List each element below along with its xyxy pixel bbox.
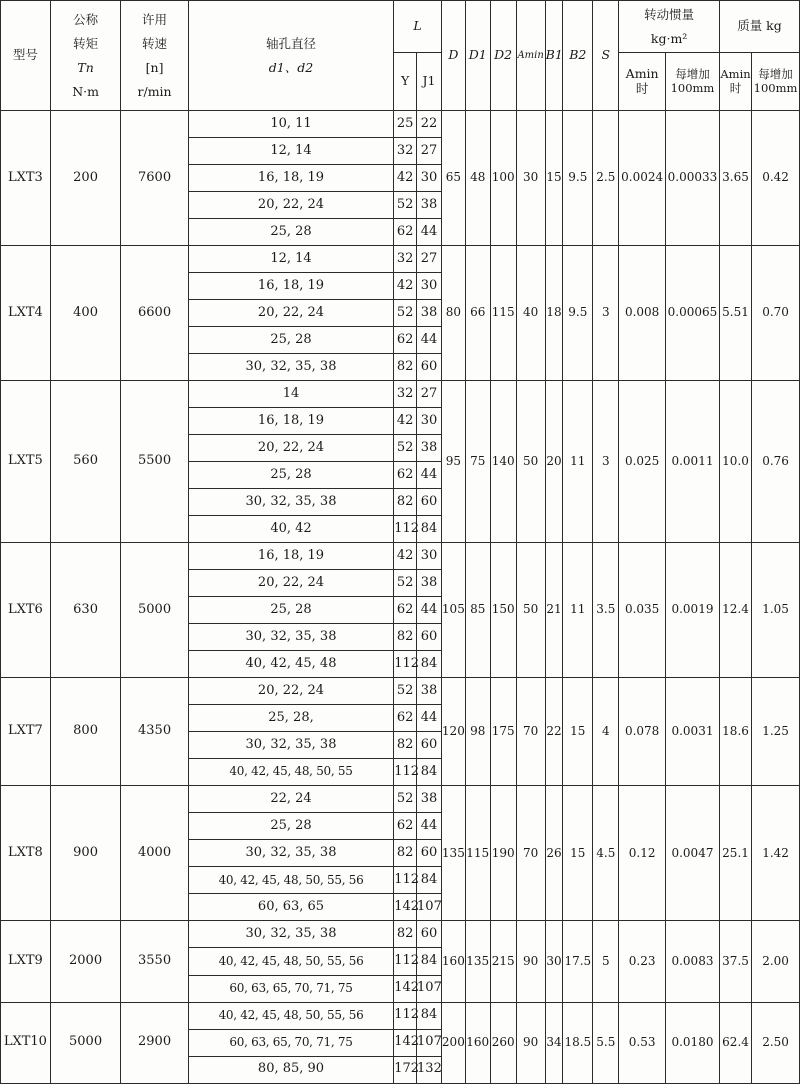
model-cell: LXT6 xyxy=(1,543,51,678)
header-bore: 轴孔直径 d1、d2 xyxy=(188,1,393,111)
bore-cell: 25, 28, xyxy=(188,705,393,732)
torque-cell: 200 xyxy=(50,111,121,246)
inertia-per100-cell: 0.0011 xyxy=(665,381,719,543)
length-y-cell: 32 xyxy=(394,381,417,408)
bore-cell: 20, 22, 24 xyxy=(188,435,393,462)
length-j1-cell: 84 xyxy=(417,867,442,894)
length-j1-cell: 84 xyxy=(417,1002,442,1029)
length-j1-cell: 44 xyxy=(417,462,442,489)
bore-cell: 30, 32, 35, 38 xyxy=(188,840,393,867)
length-y-cell: 42 xyxy=(394,273,417,300)
bore-cell: 60, 63, 65, 70, 71, 75 xyxy=(188,1029,393,1056)
length-j1-cell: 84 xyxy=(417,948,442,975)
dim-B1-cell: 21 xyxy=(545,543,563,678)
dim-D-cell: 65 xyxy=(441,111,465,246)
length-y-cell: 52 xyxy=(394,678,417,705)
inertia-per100-cell: 0.0019 xyxy=(665,543,719,678)
table-row xyxy=(1,381,800,408)
length-y-cell: 52 xyxy=(394,570,417,597)
length-j1-cell: 44 xyxy=(417,327,442,354)
bore-cell: 40, 42 xyxy=(188,516,393,543)
mass-per100-cell: 1.42 xyxy=(752,786,800,921)
speed-cell: 2900 xyxy=(121,1002,188,1083)
dim-Amin-cell: 70 xyxy=(516,786,545,921)
dim-Amin-cell: 90 xyxy=(516,1002,545,1083)
mass-amin-cell: 62.4 xyxy=(719,1002,751,1083)
length-y-cell: 62 xyxy=(394,705,417,732)
header-speed: 许用 转速 [n] r/min xyxy=(121,1,188,111)
length-y-cell: 112 xyxy=(394,948,417,975)
inertia-amin-cell: 0.23 xyxy=(619,921,666,1002)
length-j1-cell: 60 xyxy=(417,489,442,516)
bore-cell: 25, 28 xyxy=(188,219,393,246)
dim-D1-cell: 75 xyxy=(465,381,490,543)
length-y-cell: 82 xyxy=(394,489,417,516)
speed-cell: 4000 xyxy=(121,786,188,921)
dim-D1-cell: 85 xyxy=(465,543,490,678)
length-y-cell: 62 xyxy=(394,327,417,354)
mass-amin-cell: 25.1 xyxy=(719,786,751,921)
bore-cell: 16, 18, 19 xyxy=(188,165,393,192)
table-row xyxy=(1,543,800,570)
length-y-cell: 112 xyxy=(394,516,417,543)
bore-cell: 20, 22, 24 xyxy=(188,678,393,705)
dim-D-cell: 95 xyxy=(441,381,465,543)
dim-S-cell: 3 xyxy=(593,246,619,381)
dim-B2-cell: 11 xyxy=(563,543,593,678)
model-cell: LXT9 xyxy=(1,921,51,1002)
length-y-cell: 32 xyxy=(394,138,417,165)
length-j1-cell: 30 xyxy=(417,165,442,192)
inertia-amin-cell: 0.078 xyxy=(619,678,666,786)
model-cell: LXT4 xyxy=(1,246,51,381)
dim-D-cell: 80 xyxy=(441,246,465,381)
torque-cell: 5000 xyxy=(50,1002,121,1083)
bore-cell: 12, 14 xyxy=(188,138,393,165)
length-j1-cell: 60 xyxy=(417,624,442,651)
bore-cell: 40, 42, 45, 48, 50, 55, 56 xyxy=(188,1002,393,1029)
length-j1-cell: 107 xyxy=(417,1029,442,1056)
bore-cell: 30, 32, 35, 38 xyxy=(188,732,393,759)
length-j1-cell: 44 xyxy=(417,219,442,246)
dim-B2-cell: 9.5 xyxy=(563,111,593,246)
mass-per100-cell: 0.76 xyxy=(752,381,800,543)
bore-cell: 22, 24 xyxy=(188,786,393,813)
inertia-amin-cell: 0.53 xyxy=(619,1002,666,1083)
inertia-amin-cell: 0.12 xyxy=(619,786,666,921)
length-y-cell: 112 xyxy=(394,1002,417,1029)
speed-cell: 7600 xyxy=(121,111,188,246)
dim-S-cell: 5 xyxy=(593,921,619,1002)
length-y-cell: 52 xyxy=(394,435,417,462)
dim-Amin-cell: 50 xyxy=(516,381,545,543)
length-j1-cell: 38 xyxy=(417,435,442,462)
dim-D1-cell: 98 xyxy=(465,678,490,786)
dim-D-cell: 120 xyxy=(441,678,465,786)
mass-amin-cell: 10.0 xyxy=(719,381,751,543)
speed-cell: 5000 xyxy=(121,543,188,678)
bore-cell: 25, 28 xyxy=(188,327,393,354)
bore-cell: 40, 42, 45, 48 xyxy=(188,651,393,678)
bore-cell: 16, 18, 19 xyxy=(188,543,393,570)
mass-per100-cell: 2.50 xyxy=(752,1002,800,1083)
length-y-cell: 82 xyxy=(394,840,417,867)
header-S: S xyxy=(593,1,619,111)
inertia-amin-cell: 0.035 xyxy=(619,543,666,678)
length-j1-cell: 60 xyxy=(417,921,442,948)
inertia-amin-cell: 0.025 xyxy=(619,381,666,543)
length-j1-cell: 44 xyxy=(417,705,442,732)
inertia-per100-cell: 0.00065 xyxy=(665,246,719,381)
inertia-per100-cell: 0.0031 xyxy=(665,678,719,786)
dim-B1-cell: 34 xyxy=(545,1002,563,1083)
length-j1-cell: 30 xyxy=(417,408,442,435)
speed-cell: 3550 xyxy=(121,921,188,1002)
length-j1-cell: 38 xyxy=(417,570,442,597)
header-D: D xyxy=(441,1,465,111)
table-body xyxy=(1,111,800,1084)
inertia-amin-cell: 0.0024 xyxy=(619,111,666,246)
length-y-cell: 62 xyxy=(394,462,417,489)
dim-B2-cell: 9.5 xyxy=(563,246,593,381)
length-y-cell: 142 xyxy=(394,1029,417,1056)
dim-B1-cell: 30 xyxy=(545,921,563,1002)
dim-B1-cell: 20 xyxy=(545,381,563,543)
mass-per100-cell: 1.05 xyxy=(752,543,800,678)
length-j1-cell: 27 xyxy=(417,138,442,165)
model-cell: LXT5 xyxy=(1,381,51,543)
bore-cell: 12, 14 xyxy=(188,246,393,273)
dim-D-cell: 160 xyxy=(441,921,465,1002)
torque-cell: 2000 xyxy=(50,921,121,1002)
bore-cell: 20, 22, 24 xyxy=(188,300,393,327)
mass-per100-cell: 0.42 xyxy=(752,111,800,246)
dim-D-cell: 200 xyxy=(441,1002,465,1083)
table-row xyxy=(1,921,800,948)
dim-D-cell: 105 xyxy=(441,543,465,678)
table-row xyxy=(1,678,800,705)
length-j1-cell: 84 xyxy=(417,651,442,678)
header-L-J1: J1 xyxy=(417,53,442,111)
dim-B2-cell: 11 xyxy=(563,381,593,543)
length-j1-cell: 107 xyxy=(417,975,442,1002)
dim-D2-cell: 215 xyxy=(490,921,516,1002)
torque-cell: 800 xyxy=(50,678,121,786)
dim-B1-cell: 15 xyxy=(545,111,563,246)
length-y-cell: 32 xyxy=(394,246,417,273)
dim-D1-cell: 66 xyxy=(465,246,490,381)
mass-per100-cell: 0.70 xyxy=(752,246,800,381)
model-cell: LXT10 xyxy=(1,1002,51,1083)
mass-amin-cell: 5.51 xyxy=(719,246,751,381)
bore-cell: 80, 85, 90 xyxy=(188,1056,393,1083)
dim-D-cell: 135 xyxy=(441,786,465,921)
torque-cell: 630 xyxy=(50,543,121,678)
length-j1-cell: 44 xyxy=(417,813,442,840)
length-y-cell: 42 xyxy=(394,543,417,570)
length-y-cell: 62 xyxy=(394,597,417,624)
table-row xyxy=(1,786,800,813)
speed-cell: 6600 xyxy=(121,246,188,381)
inertia-per100-cell: 0.0083 xyxy=(665,921,719,1002)
dim-Amin-cell: 50 xyxy=(516,543,545,678)
dim-S-cell: 5.5 xyxy=(593,1002,619,1083)
length-y-cell: 62 xyxy=(394,813,417,840)
length-j1-cell: 84 xyxy=(417,516,442,543)
length-y-cell: 52 xyxy=(394,192,417,219)
torque-cell: 560 xyxy=(50,381,121,543)
dim-D1-cell: 135 xyxy=(465,921,490,1002)
header-mass: 质量 kg xyxy=(719,1,799,53)
header-mass-per100: 每增加 100mm xyxy=(752,53,800,111)
length-j1-cell: 38 xyxy=(417,786,442,813)
length-y-cell: 112 xyxy=(394,759,417,786)
bore-cell: 30, 32, 35, 38 xyxy=(188,489,393,516)
bore-cell: 25, 28 xyxy=(188,462,393,489)
dim-S-cell: 4 xyxy=(593,678,619,786)
length-y-cell: 82 xyxy=(394,354,417,381)
speed-cell: 5500 xyxy=(121,381,188,543)
header-L: L xyxy=(394,1,442,53)
bore-cell: 25, 28 xyxy=(188,597,393,624)
length-y-cell: 42 xyxy=(394,165,417,192)
header-inertia: 转动惯量 kg·m² xyxy=(619,1,720,53)
dim-S-cell: 3.5 xyxy=(593,543,619,678)
length-y-cell: 62 xyxy=(394,219,417,246)
mass-per100-cell: 1.25 xyxy=(752,678,800,786)
length-j1-cell: 132 xyxy=(417,1056,442,1083)
dim-D1-cell: 160 xyxy=(465,1002,490,1083)
dim-Amin-cell: 70 xyxy=(516,678,545,786)
bore-cell: 20, 22, 24 xyxy=(188,192,393,219)
dim-B1-cell: 22 xyxy=(545,678,563,786)
dim-S-cell: 4.5 xyxy=(593,786,619,921)
length-j1-cell: 38 xyxy=(417,300,442,327)
inertia-per100-cell: 0.0047 xyxy=(665,786,719,921)
length-y-cell: 112 xyxy=(394,651,417,678)
torque-cell: 900 xyxy=(50,786,121,921)
length-y-cell: 52 xyxy=(394,300,417,327)
length-y-cell: 25 xyxy=(394,111,417,138)
mass-amin-cell: 18.6 xyxy=(719,678,751,786)
header-model: 型号 xyxy=(1,1,51,111)
length-j1-cell: 44 xyxy=(417,597,442,624)
mass-amin-cell: 3.65 xyxy=(719,111,751,246)
torque-cell: 400 xyxy=(50,246,121,381)
bore-cell: 20, 22, 24 xyxy=(188,570,393,597)
length-j1-cell: 27 xyxy=(417,381,442,408)
length-y-cell: 172 xyxy=(394,1056,417,1083)
inertia-amin-cell: 0.008 xyxy=(619,246,666,381)
length-j1-cell: 60 xyxy=(417,354,442,381)
speed-cell: 4350 xyxy=(121,678,188,786)
length-y-cell: 42 xyxy=(394,408,417,435)
bore-cell: 16, 18, 19 xyxy=(188,273,393,300)
header-L-Y: Y xyxy=(394,53,417,111)
bore-cell: 40, 42, 45, 48, 50, 55, 56 xyxy=(188,867,393,894)
header-inertia-amin: Amin 时 xyxy=(619,53,666,111)
bore-cell: 16, 18, 19 xyxy=(188,408,393,435)
dim-Amin-cell: 40 xyxy=(516,246,545,381)
dim-Amin-cell: 90 xyxy=(516,921,545,1002)
dim-D2-cell: 115 xyxy=(490,246,516,381)
length-y-cell: 142 xyxy=(394,894,417,921)
header-inertia-per100: 每增加 100mm xyxy=(665,53,719,111)
header-D2: D2 xyxy=(490,1,516,111)
dim-B2-cell: 18.5 xyxy=(563,1002,593,1083)
length-y-cell: 52 xyxy=(394,786,417,813)
length-j1-cell: 38 xyxy=(417,678,442,705)
bore-cell: 30, 32, 35, 38 xyxy=(188,354,393,381)
length-y-cell: 142 xyxy=(394,975,417,1002)
dim-D2-cell: 175 xyxy=(490,678,516,786)
dim-D1-cell: 115 xyxy=(465,786,490,921)
bore-cell: 40, 42, 45, 48, 50, 55 xyxy=(188,759,393,786)
dim-D2-cell: 150 xyxy=(490,543,516,678)
bore-cell: 14 xyxy=(188,381,393,408)
dim-D2-cell: 260 xyxy=(490,1002,516,1083)
mass-amin-cell: 12.4 xyxy=(719,543,751,678)
header-B1: B1 xyxy=(545,1,563,111)
length-y-cell: 82 xyxy=(394,624,417,651)
bore-cell: 25, 28 xyxy=(188,813,393,840)
table-row xyxy=(1,111,800,138)
dim-B2-cell: 15 xyxy=(563,678,593,786)
table-row xyxy=(1,246,800,273)
model-cell: LXT3 xyxy=(1,111,51,246)
length-y-cell: 112 xyxy=(394,867,417,894)
length-j1-cell: 38 xyxy=(417,192,442,219)
length-j1-cell: 60 xyxy=(417,840,442,867)
header-mass-amin: Amin 时 xyxy=(719,53,751,111)
length-j1-cell: 27 xyxy=(417,246,442,273)
bore-cell: 30, 32, 35, 38 xyxy=(188,624,393,651)
inertia-per100-cell: 0.00033 xyxy=(665,111,719,246)
length-j1-cell: 84 xyxy=(417,759,442,786)
bore-cell: 60, 63, 65 xyxy=(188,894,393,921)
bore-cell: 60, 63, 65, 70, 71, 75 xyxy=(188,975,393,1002)
header-Amin: Amin xyxy=(516,1,545,111)
bore-cell: 40, 42, 45, 48, 50, 55, 56 xyxy=(188,948,393,975)
dim-B2-cell: 17.5 xyxy=(563,921,593,1002)
model-cell: LXT8 xyxy=(1,786,51,921)
dim-B1-cell: 18 xyxy=(545,246,563,381)
dim-D1-cell: 48 xyxy=(465,111,490,246)
header-D1: D1 xyxy=(465,1,490,111)
header-B2: B2 xyxy=(563,1,593,111)
dim-D2-cell: 100 xyxy=(490,111,516,246)
dim-S-cell: 2.5 xyxy=(593,111,619,246)
header-torque: 公称 转矩 Tn N·m xyxy=(50,1,121,111)
length-j1-cell: 30 xyxy=(417,273,442,300)
length-j1-cell: 22 xyxy=(417,111,442,138)
length-y-cell: 82 xyxy=(394,921,417,948)
length-j1-cell: 107 xyxy=(417,894,442,921)
mass-per100-cell: 2.00 xyxy=(752,921,800,1002)
dim-B2-cell: 15 xyxy=(563,786,593,921)
inertia-per100-cell: 0.0180 xyxy=(665,1002,719,1083)
dim-Amin-cell: 30 xyxy=(516,111,545,246)
length-j1-cell: 30 xyxy=(417,543,442,570)
model-cell: LXT7 xyxy=(1,678,51,786)
dim-S-cell: 3 xyxy=(593,381,619,543)
length-y-cell: 82 xyxy=(394,732,417,759)
dim-B1-cell: 26 xyxy=(545,786,563,921)
mass-amin-cell: 37.5 xyxy=(719,921,751,1002)
table-header xyxy=(1,1,800,111)
table-row xyxy=(1,1002,800,1029)
dim-D2-cell: 140 xyxy=(490,381,516,543)
bore-cell: 10, 11 xyxy=(188,111,393,138)
length-j1-cell: 60 xyxy=(417,732,442,759)
bore-cell: 30, 32, 35, 38 xyxy=(188,921,393,948)
dim-D2-cell: 190 xyxy=(490,786,516,921)
